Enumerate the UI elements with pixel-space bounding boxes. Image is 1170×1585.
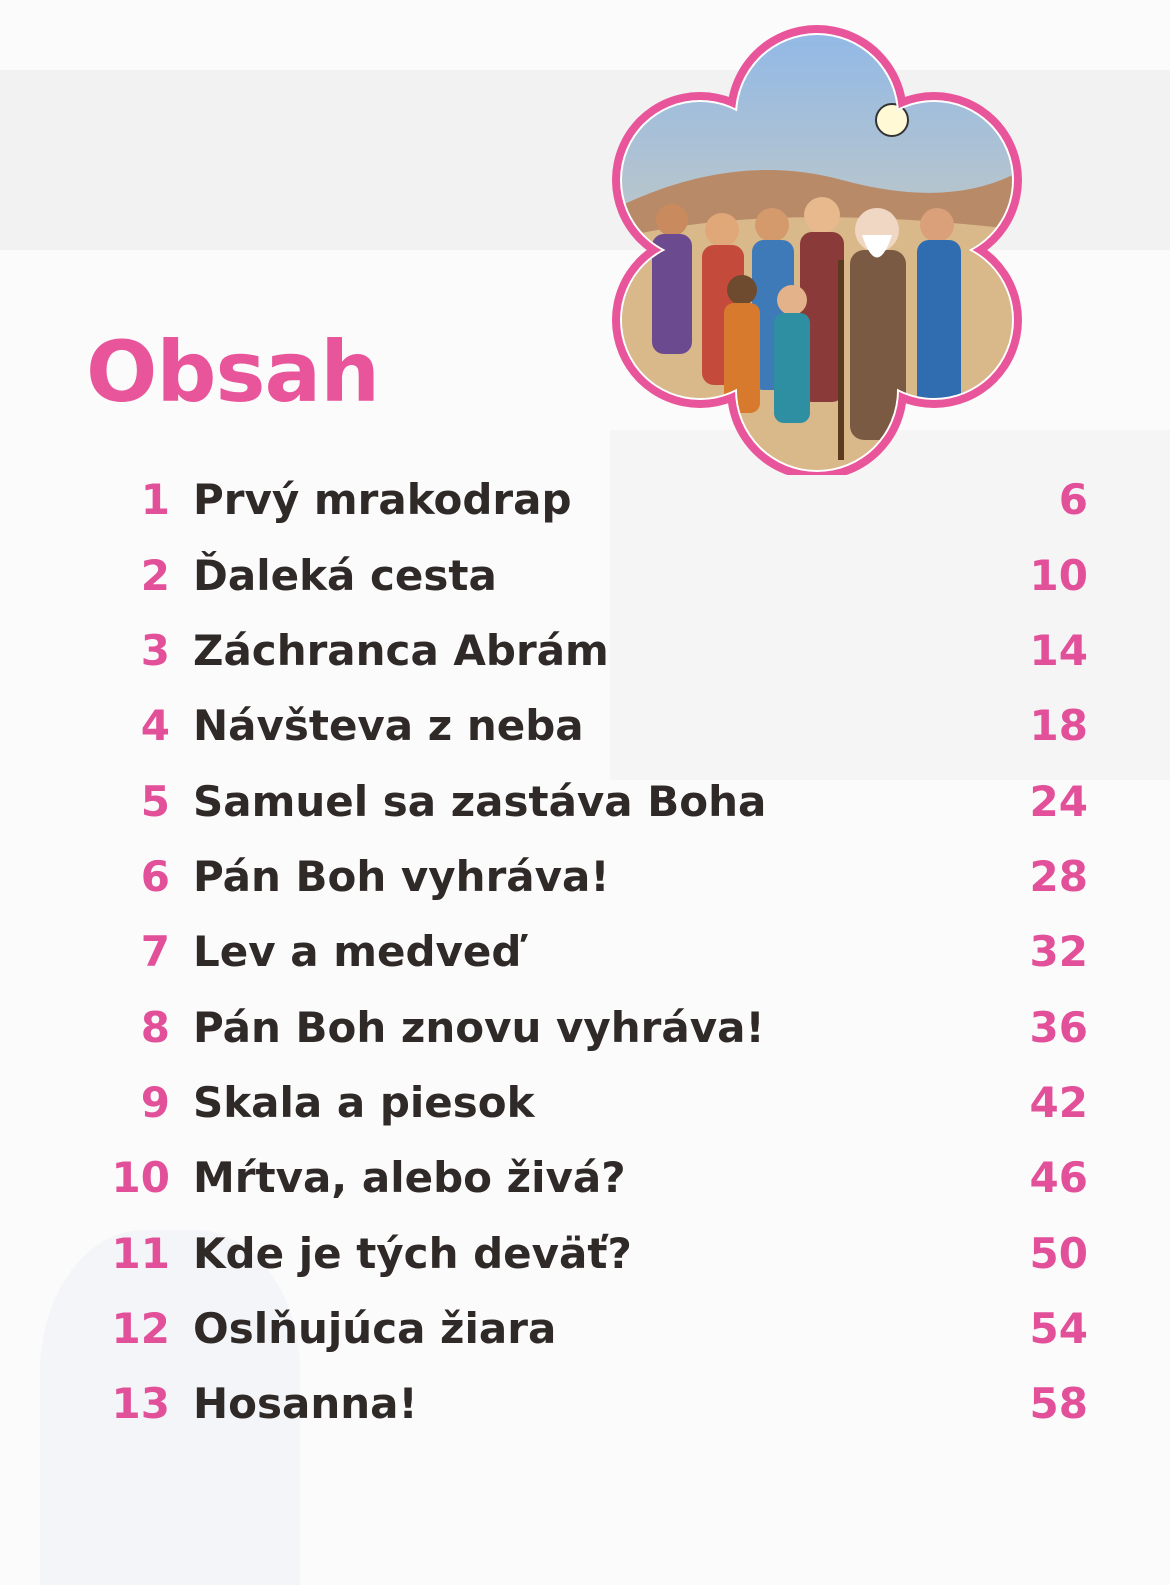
chapter-title: Hosanna! bbox=[193, 1379, 418, 1428]
chapter-number: 13 bbox=[111, 1379, 170, 1428]
chapter-title: Kde je tých deväť? bbox=[193, 1229, 632, 1278]
toc-row[interactable] bbox=[0, 544, 1170, 608]
chapter-title: Ďaleká cesta bbox=[193, 551, 497, 600]
page-number: 36 bbox=[1029, 1003, 1088, 1052]
toc-row[interactable] bbox=[0, 845, 1170, 909]
toc-row[interactable] bbox=[0, 920, 1170, 984]
page-number: 14 bbox=[1029, 626, 1088, 675]
chapter-title: Prvý mrakodrap bbox=[193, 475, 572, 524]
page-number: 42 bbox=[1029, 1078, 1088, 1127]
toc-row[interactable] bbox=[0, 1222, 1170, 1286]
chapter-title: Pán Boh znovu vyhráva! bbox=[193, 1003, 765, 1052]
chapter-number: 12 bbox=[111, 1304, 170, 1353]
chapter-number: 4 bbox=[140, 701, 170, 750]
chapter-title: Pán Boh vyhráva! bbox=[193, 852, 610, 901]
page-number: 32 bbox=[1029, 927, 1088, 976]
toc-row[interactable] bbox=[0, 770, 1170, 834]
chapter-number: 10 bbox=[111, 1153, 170, 1202]
page-number: 28 bbox=[1029, 852, 1088, 901]
toc-row[interactable] bbox=[0, 1297, 1170, 1361]
chapter-title: Návšteva z neba bbox=[193, 701, 584, 750]
chapter-number: 8 bbox=[140, 1003, 170, 1052]
page-number: 18 bbox=[1029, 701, 1088, 750]
toc-row[interactable] bbox=[0, 619, 1170, 683]
chapter-title: Skala a piesok bbox=[193, 1078, 535, 1127]
page-number: 46 bbox=[1029, 1153, 1088, 1202]
chapter-title: Lev a medveď bbox=[193, 927, 522, 976]
chapter-number: 5 bbox=[140, 777, 170, 826]
toc-row[interactable] bbox=[0, 468, 1170, 532]
toc-row[interactable] bbox=[0, 1372, 1170, 1436]
chapter-number: 9 bbox=[140, 1078, 170, 1127]
page-number: 54 bbox=[1029, 1304, 1088, 1353]
chapter-number: 3 bbox=[140, 626, 170, 675]
page-number: 6 bbox=[1058, 475, 1088, 524]
toc-row[interactable] bbox=[0, 1071, 1170, 1135]
chapter-title: Mŕtva, alebo živá? bbox=[193, 1153, 626, 1202]
chapter-number: 1 bbox=[140, 475, 170, 524]
page-number: 58 bbox=[1029, 1379, 1088, 1428]
page-number: 50 bbox=[1029, 1229, 1088, 1278]
chapter-title: Záchranca Abrám bbox=[193, 626, 609, 675]
toc-row[interactable] bbox=[0, 1146, 1170, 1210]
chapter-number: 7 bbox=[140, 927, 170, 976]
chapter-number: 2 bbox=[140, 551, 170, 600]
page-number: 10 bbox=[1029, 551, 1088, 600]
chapter-title: Oslňujúca žiara bbox=[193, 1304, 557, 1353]
toc-row[interactable] bbox=[0, 996, 1170, 1060]
page-title: Obsah bbox=[86, 323, 380, 421]
chapter-title: Samuel sa zastáva Boha bbox=[193, 777, 767, 826]
chapter-number: 11 bbox=[111, 1229, 170, 1278]
page-number: 24 bbox=[1029, 777, 1088, 826]
toc-row[interactable] bbox=[0, 694, 1170, 758]
chapter-number: 6 bbox=[140, 852, 170, 901]
